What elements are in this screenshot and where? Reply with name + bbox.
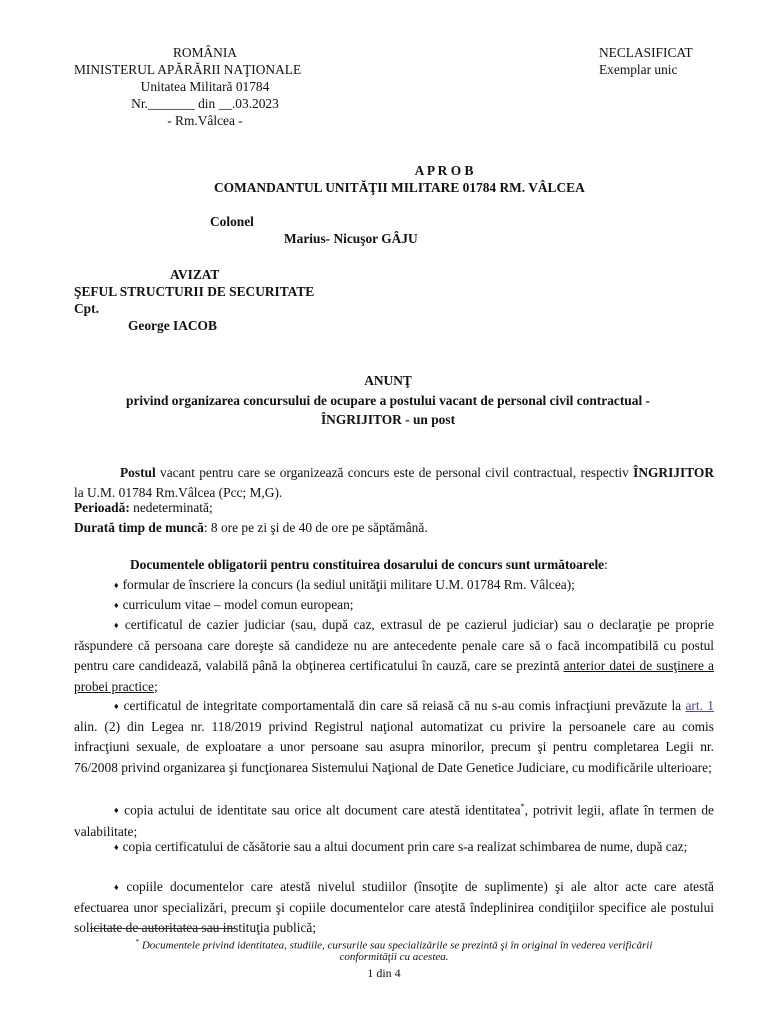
endorse-rank: Cpt. bbox=[74, 301, 99, 316]
documents-heading-text: Documentele obligatorii pentru constituirea dosarului de concurs sunt următoarele bbox=[130, 557, 605, 572]
approve-name: Marius- Nicuşor GÂJU bbox=[284, 231, 418, 246]
bullet-icon bbox=[114, 577, 123, 592]
header-unit: Unitatea Militară 01784 bbox=[140, 79, 270, 94]
list-item bbox=[74, 696, 714, 778]
bullet-icon bbox=[114, 698, 124, 713]
duration-label: Durată timp de muncă bbox=[74, 520, 204, 535]
endorse-name: George IACOB bbox=[128, 318, 217, 333]
period-line bbox=[74, 498, 714, 518]
copy-label: Exemplar unic bbox=[599, 62, 678, 77]
item-integrity-certificate-rest: alin. (2) din Legea nr. 118/2019 privind Registrul naţional automatizat cu privire la persoanele care au comis infracţiuni sexuale, de exploatare a unor persoane sau asupra minorilor, precum şi pentru completarea Legii nr. 76/2008 privind organizarea şi funcţionarea Sistemului Naţional de Date Genetice Judiciare, cu modificările ulterioare; bbox=[74, 719, 714, 775]
item-criminal-record: certificatul de cazier judiciar (sau, după caz, extrasul de pe cazierul judiciar) sau o declaraţie pe proprie răspundere că persoana care doreşte să candideze nu are antecedente penale care să o facă incompatibilă cu postul pentru care candidează, valabilă până la obţinerea certificatului în cauză, care se prezintă bbox=[74, 617, 714, 674]
bullet-icon bbox=[114, 879, 126, 894]
post-title: ÎNGRIJITOR bbox=[633, 465, 714, 480]
duration-value: : 8 ore pe zi şi de 40 de ore pe săptămână. bbox=[203, 520, 428, 535]
list-item bbox=[74, 797, 714, 842]
bullet-icon bbox=[114, 597, 123, 612]
footnote-mark: * bbox=[135, 938, 140, 946]
approve-rank: Colonel bbox=[210, 214, 254, 229]
documents-heading-colon: : bbox=[604, 557, 608, 572]
art-1-link[interactable]: art. 1 bbox=[685, 698, 714, 713]
announcement-title: ANUNŢ bbox=[364, 373, 412, 388]
approve-subtitle: COMANDANTUL UNITĂŢII MILITARE 01784 RM. VÂLCEA bbox=[214, 180, 585, 195]
item-identity-copy: copia actului de identitate sau orice alt document care atestă identitatea bbox=[124, 802, 521, 818]
period-label: Perioadă: bbox=[74, 500, 130, 515]
header-country: ROMÂNIA bbox=[173, 45, 237, 60]
endorse-title: AVIZAT bbox=[170, 267, 220, 282]
page-number: 1 din 4 bbox=[367, 966, 401, 980]
documents-heading bbox=[74, 555, 714, 575]
footnote-text: Documentele privind identitatea, studiile, cursurile sau specializările se prezintă şi în original în vederea verificării bbox=[139, 939, 653, 952]
item-criminal-record-deadline: anterior datei de susţinere a probei practice bbox=[74, 658, 714, 694]
list-item bbox=[74, 837, 714, 858]
bullet-icon bbox=[114, 839, 123, 854]
header-registration-number: Nr._______ din __.03.2023 bbox=[131, 96, 279, 111]
announcement-subtitle-line1: privind organizarea concursului de ocupare a postului vacant de personal civil contractual - bbox=[126, 393, 650, 408]
list-item bbox=[74, 615, 714, 697]
item-marriage-certificate: copia certificatului de căsătorie sau a altui document prin care s-a realizat schimbarea de nume, după caz; bbox=[122, 839, 688, 854]
footnote-divider bbox=[90, 928, 234, 929]
item-identity-copy-rest: , potrivit legii, aflate în termen de valabilitate; bbox=[74, 802, 714, 839]
bullet-icon bbox=[114, 802, 124, 817]
footnote-line2: conformităţii cu acestea. bbox=[339, 951, 449, 963]
list-item bbox=[74, 595, 714, 616]
post-location: la U.M. 01784 Rm.Vâlcea (Pcc; M,G). bbox=[74, 485, 283, 501]
approve-title: A P R O B bbox=[414, 163, 474, 178]
footnote-reference: * bbox=[520, 802, 525, 811]
list-item bbox=[74, 877, 714, 939]
item-cv: curriculum vitae – model comun european; bbox=[122, 597, 354, 612]
header-city: - Rm.Vâlcea - bbox=[167, 113, 243, 128]
post-label: Postul bbox=[120, 465, 156, 480]
endorse-role: ŞEFUL STRUCTURII DE SECURITATE bbox=[74, 284, 315, 299]
announcement-subtitle-line2: ÎNGRIJITOR - un post bbox=[320, 412, 456, 427]
duration-line bbox=[74, 518, 714, 538]
item-studies-copies: copiile documentelor care atestă nivelul studiilor (însoţite de suplimente) şi ale altor acte care atestă efectuarea unor specializări, precum şi copiile documentelor care atestă îndeplinirea condiţiilor specifice ale postului solicitate de autoritatea sau instituţia publică; bbox=[74, 879, 714, 936]
header-ministry: MINISTERUL APĂRĂRII NAŢIONALE bbox=[74, 62, 302, 77]
period-value: nedeterminată; bbox=[129, 500, 213, 515]
item-integrity-certificate: certificatul de integritate comportamentală din care să reiasă că nu s-au comis infracţiuni prevăzute la bbox=[123, 698, 686, 713]
post-text: vacant pentru care se organizează concurs este de personal civil contractual, respectiv bbox=[155, 465, 634, 480]
item-criminal-record-end: ; bbox=[153, 678, 158, 694]
item-registration-form: formular de înscriere la concurs (la sediul unităţii militare U.M. 01784 Rm. Vâlcea); bbox=[122, 577, 575, 592]
classification-label: NECLASIFICAT bbox=[599, 45, 693, 60]
bullet-icon bbox=[114, 617, 125, 632]
list-item bbox=[74, 575, 714, 596]
